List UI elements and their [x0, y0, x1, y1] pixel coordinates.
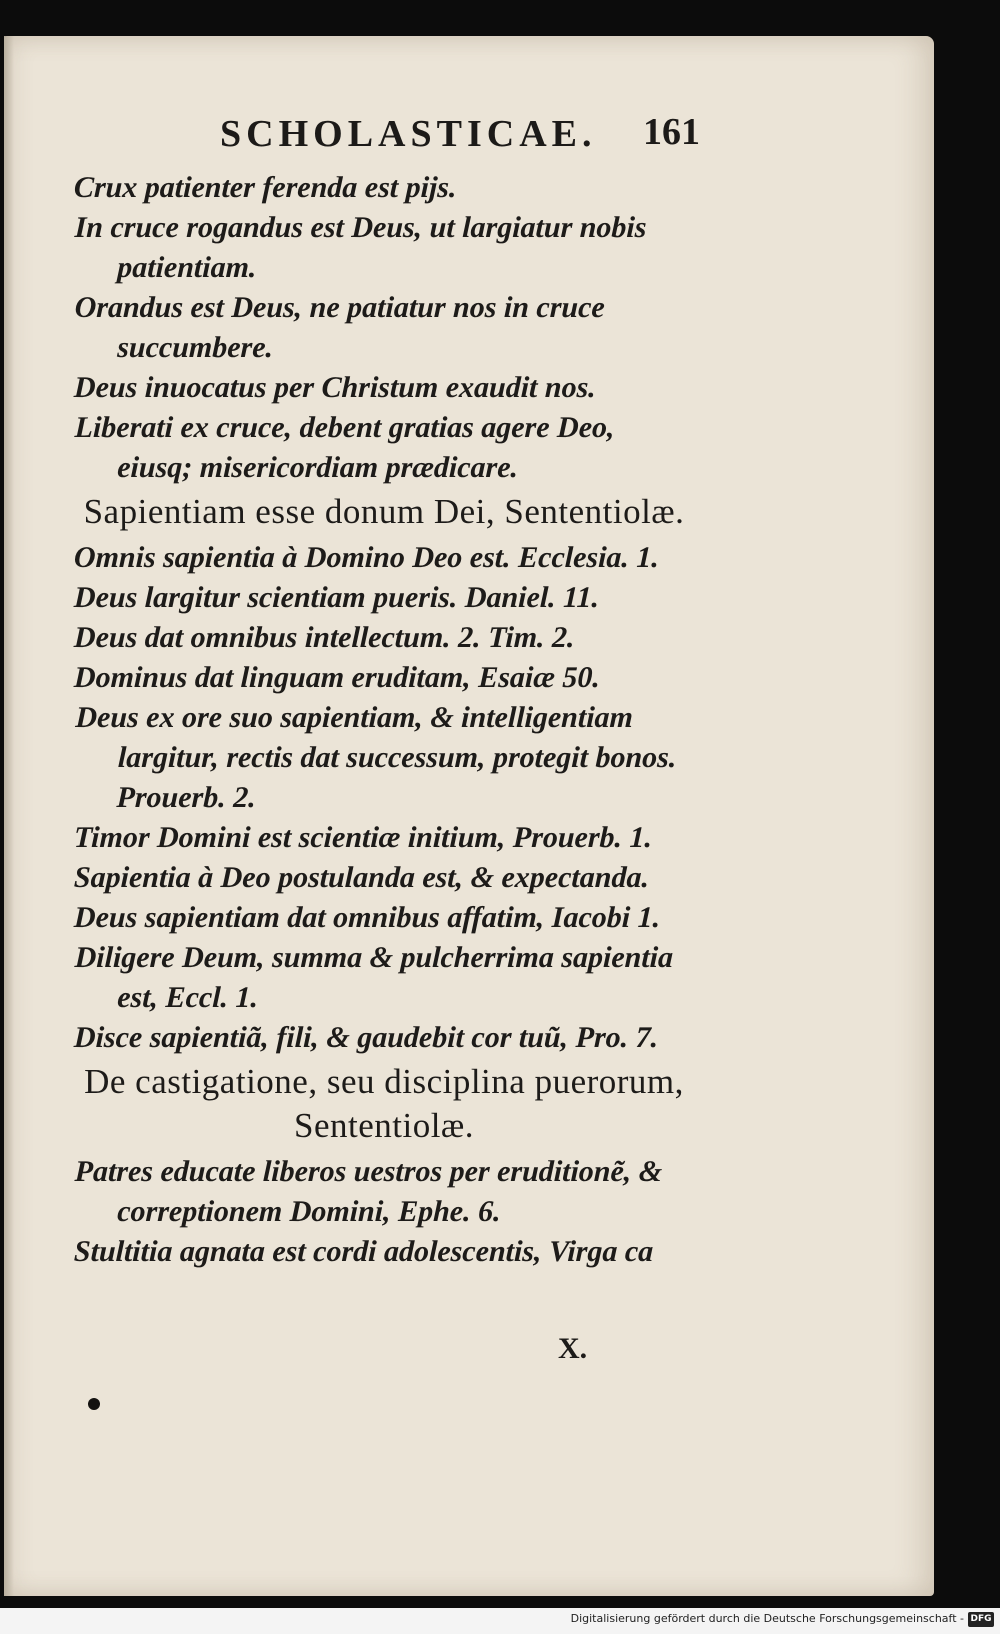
footer-bar [0, 1608, 1000, 1634]
sentence: Stultitia agnata est cordi adolescentis, Virga ca [73, 1235, 654, 1268]
sentence: Sapientia à Deo postulanda est, & expectanda. [73, 861, 650, 894]
sentence: Disce sapientiã, fili, & gaudebit cor tuũ, Pro. 7. [73, 1021, 659, 1054]
section-sapientia [74, 490, 694, 1058]
running-title: SCHOLASTICAE. [220, 113, 597, 155]
section-castigatio [74, 1060, 694, 1272]
section-heading: Sapientiam esse donum Dei, Sententiolæ. [83, 492, 685, 531]
sentence: Diligere Deum, summa & pulcherrima sapientia est, Eccl. 1. [74, 941, 674, 1014]
sentence: Timor Domini est scientiæ initium, Prouerb. 1. [73, 821, 653, 854]
sentence: Dominus dat linguam eruditam, Esaiæ 50. [73, 661, 601, 694]
dfg-logo: DFG [968, 1612, 994, 1627]
page-gutter [4, 36, 14, 1596]
sentence: In cruce rogandus est Deus, ut largiatur nobis patientiam. [74, 211, 648, 284]
sentence: Omnis sapientia à Domino Deo est. Ecclesia. 1. [73, 541, 660, 574]
page-body [74, 168, 694, 1272]
section-cross [74, 168, 694, 488]
sentence: Liberati ex cruce, debent gratias agere Deo, eiusq; misericordiam prædicare. [74, 411, 616, 484]
sentence: Deus largitur scientiam pueris. Daniel. 11. [73, 581, 600, 614]
sentence: Patres educate liberos uestros per eruditionẽ, & correptionem Domini, Ephe. 6. [74, 1155, 663, 1228]
page-header [220, 112, 700, 162]
page-number: 161 [643, 111, 700, 153]
sentence: Deus inuocatus per Christum exaudit nos. [73, 371, 597, 404]
sentence: Deus ex ore suo sapientiam, & intelligentiam largitur, rectis dat successum, protegit bonos. Prouerb. 2. [74, 701, 677, 814]
section-heading: De castigatione, seu disciplina puerorum, Sententiolæ. [84, 1062, 684, 1145]
sentence: Orandus est Deus, ne patiatur nos in cruce succumbere. [74, 291, 606, 364]
ink-spot [88, 1398, 100, 1410]
digitization-credit: Digitalisierung gefördert durch die Deutsche Forschungsgemeinschaft - [570, 1612, 964, 1625]
signature-mark: X. [558, 1332, 588, 1365]
sentence: Crux patienter ferenda est pijs. [73, 171, 458, 204]
sentence: Deus dat omnibus intellectum. 2. Tim. 2. [73, 621, 576, 654]
sentence: Deus sapientiam dat omnibus affatim, Iacobi 1. [73, 901, 661, 934]
